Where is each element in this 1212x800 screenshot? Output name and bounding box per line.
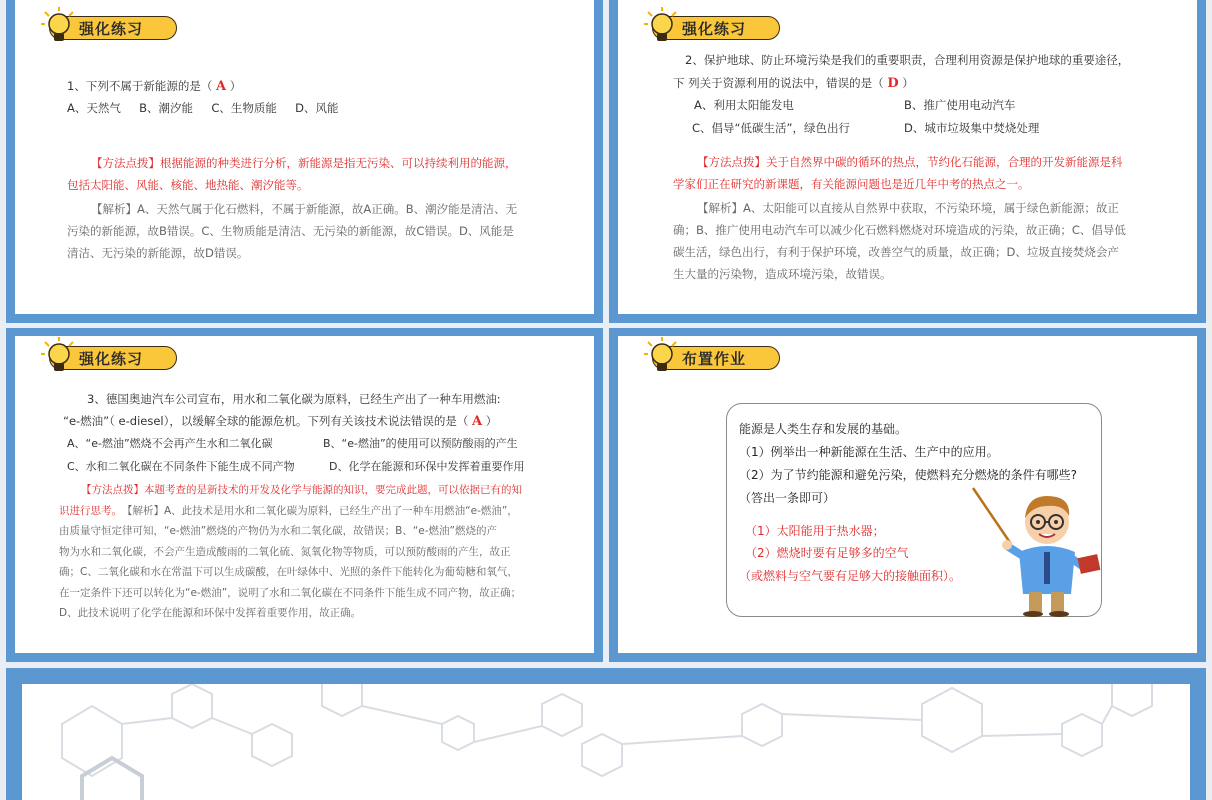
- slide-content: [618, 336, 1197, 653]
- section-badge: [642, 6, 782, 42]
- slide-thumbnail-1[interactable]: [6, 0, 603, 323]
- question-text: 2、保护地球、防止环境污染是我们的重要职责，合理利用资源是保护地球的重要途径，: [685, 53, 1130, 67]
- option-c: C、水和二氧化碳在不同条件下能生成不同产物: [67, 460, 295, 473]
- option-d: D、化学在能源和环保中发挥着重要作用: [329, 460, 525, 473]
- slide-content: [22, 684, 1190, 800]
- option-b: B、“e-燃油”的使用可以预防酸雨的产生: [323, 437, 518, 450]
- lightbulb-icon: [39, 6, 79, 46]
- section-badge: [642, 336, 782, 372]
- slide-content: 强化练习 1、下列不属于新能源的是（ A ） A、天然气 B、潮汐能 C、生物质能 D、风能 【方法点拨】根据能源的种类进行分析，新能源是指无污染、可以持续利用的能源， 包括太阳能、风能、核能、地热能、潮汐能等。 【解析】A、天然气属于化石燃料，不属于新能源，故A正确。B、潮汐能是清洁、无 污染的新能源，故B错误。C、生物质能是清洁、无污染的新能源，故C错误。D、风能是 清洁、无污染的新能源，故D错误。: [15, 0, 594, 314]
- answer-letter: D: [887, 76, 899, 91]
- option-a: A、利用太阳能发电: [694, 98, 794, 112]
- option-c: C、倡导“低碳生活”，绿色出行: [692, 121, 850, 135]
- method-tip: 【方法点拨】根据能源的种类进行分析，新能源是指无污染、可以持续利用的能源，: [91, 156, 517, 170]
- homework-line: 能源是人类生存和发展的基础。: [739, 422, 908, 436]
- slide-content: 强化练习 2、保护地球、防止环境污染是我们的重要职责，合理利用资源是保护地球的重要途径， 下 列关于资源利用的说法中，错误的是（ D ） A、利用太阳能发电 B、推广使用电动汽车 C、倡导“低碳生活”，绿色出行 D、城市垃圾集中焚烧处理 【方法点拨】关于自然界中碳的循环的热点，节约化石能源，合理的开发新能源是科 学家们正在研究的新课题，有关能源问题也是近几年中考的热点之一。 【解析】A、太阳能可以直接从自然界中获取，不污染环境，属于绿色新能源；故正 确；B、推广使用电动汽车可以减少化石燃料燃烧对环境造成的污染，故正确；C、倡导低 碳生活，绿色出行，有利于保护环境，改善空气的质量，故正确；D、垃圾直接焚烧会产 生大量的污染物，造成环境污染，故错误。: [618, 0, 1197, 314]
- question-text: 3、德国奥迪汽车公司宣布，用水和二氧化碳为原料，已经生产出了一种车用燃油:: [87, 392, 501, 406]
- homework-answer: （1）太阳能用于热水器；: [745, 524, 885, 538]
- badge-label: 布置作业: [682, 350, 747, 368]
- method-tip: 【方法点拨】本题考查的是新技术的开发及化学与能源的知识，要完成此题，可以依据已有的知 识进行思考。【解析】A、此技术是用水和二氧化碳为原料，已经生产出了一种车用燃油“e-燃油”，: [59, 484, 522, 517]
- option-b: B、推广使用电动汽车: [904, 98, 1016, 112]
- slide-thumbnail-4[interactable]: [609, 328, 1206, 662]
- lightbulb-icon: [39, 336, 79, 376]
- options-row: A、天然气 B、潮汐能 C、生物质能 D、风能: [67, 101, 339, 115]
- analysis-text: 【解析】A、太阳能可以直接从自然界中获取，不污染环境，属于绿色新能源；故正 确；B、推广使用电动汽车可以减少化石燃料燃烧对环境造成的污染，故正确；C、倡导低 碳生活，绿色出行，有利于保护环境，改善空气的质量，故正确；D、垃圾直接焚烧会产 生大量的污染物，造成环境污染，故错误。: [673, 201, 1126, 281]
- homework-line: （1）例举出一种新能源在生活、生产中的应用。: [739, 445, 999, 459]
- answer-letter: A: [472, 414, 483, 429]
- slide-content: 强化练习 3、德国奥迪汽车公司宣布，用水和二氧化碳为原料，已经生产出了一种车用燃油: “e-燃油”（ e-diesel），以缓解全球的能源危机。下列有关该技术说法错误的是（ A ） A、“e-燃油”燃烧不会再产生水和二氧化碳 B、“e-燃油”的使用可以预防酸雨的产生 C、水和二氧化碳在不同条件下能生成不同产物 D、化学在能源和环保中发挥着重要作用 【方法点拨】本题考查的是新技术的开发及化学与能源的知识，要完成此题，可以依据已有的知 识进行思考。【解析】A、此技术是用水和二氧化碳为原料，已经生产出了一种车用燃油“e-燃油”， 由质量守恒定律可知，“e-燃油”燃烧的产物仍为水和二氧化碳，故错误；B、“e-燃油”燃烧的产 物为水和二氧化碳，不会产生造成酸雨的二氧化硫、氮氧化物等物质，可以预防酸雨的产生，故正 确；C、二氧化碳和水在常温下可以生成碳酸，在叶绿体中、光照的条件下能转化为葡萄糖和氧气， 在一定条件下还可以转化为“e-燃油”，说明了水和二氧化碳在不同条件下能生成不同产物，故正确； D、此技术说明了化学在能源和环保中发挥着重要作用，故正确。: [15, 336, 594, 653]
- answer-letter: A: [215, 79, 227, 94]
- badge-label: 强化练习: [79, 350, 144, 368]
- homework-answer: （2）燃烧时要有足够多的空气: [745, 546, 909, 560]
- hexagon-pattern: [22, 684, 1190, 800]
- slide-thumbnail-3[interactable]: [6, 328, 603, 662]
- slide-thumbnail-5[interactable]: [6, 668, 1206, 800]
- analysis-text: 由质量守恒定律可知，“e-燃油”燃烧的产物仍为水和二氧化碳，故错误；B、“e-燃油”燃烧的产 物为水和二氧化碳，不会产生造成酸雨的二氧化硫、氮氧化物等物质，可以预防酸雨的产生，故正 确；C、二氧化碳和水在常温下可以生成碳酸，在叶绿体中、光照的条件下能转化为葡萄糖和氧气， 在一定条件下还可以转化为“e-燃油”，说明了水和二氧化碳在不同条件下能生成不同产物，故正确； D、此技术说明了化学在能源和环保中发挥着重要作用，故正确。: [59, 525, 522, 619]
- section-badge: [39, 336, 179, 372]
- analysis-text: 【解析】A、天然气属于化石燃料，不属于新能源，故A正确。B、潮汐能是清洁、无 污染的新能源，故B错误。C、生物质能是清洁、无污染的新能源，故C错误。D、风能是 清洁、无污染的新能源，故D错误。: [67, 202, 518, 260]
- method-tip: 【方法点拨】关于自然界中碳的循环的热点，节约化石能源，合理的开发新能源是科 学家们正在研究的新课题，有关能源问题也是近几年中考的热点之一。: [673, 155, 1123, 191]
- lightbulb-icon: [642, 6, 682, 46]
- teacher-illustration: [967, 482, 1107, 617]
- slide-thumbnail-2[interactable]: [609, 0, 1206, 323]
- homework-line: （答出一条即可）: [739, 491, 836, 505]
- question-text: 1、下列不属于新能源的是（ A ）: [67, 79, 242, 94]
- homework-box: [726, 403, 1102, 617]
- section-badge: [39, 6, 179, 42]
- badge-label: 强化练习: [79, 20, 144, 38]
- homework-line: （2）为了节约能源和避免污染，使燃料充分燃烧的条件有哪些?: [739, 468, 1078, 482]
- option-a: A、“e-燃油”燃烧不会再产生水和二氧化碳: [67, 437, 273, 450]
- badge-label: 强化练习: [682, 20, 747, 38]
- homework-answer: （或燃料与空气要有足够大的接触面积）。: [739, 569, 962, 583]
- lightbulb-icon: [642, 336, 682, 376]
- option-d: D、城市垃圾集中焚烧处理: [904, 121, 1040, 135]
